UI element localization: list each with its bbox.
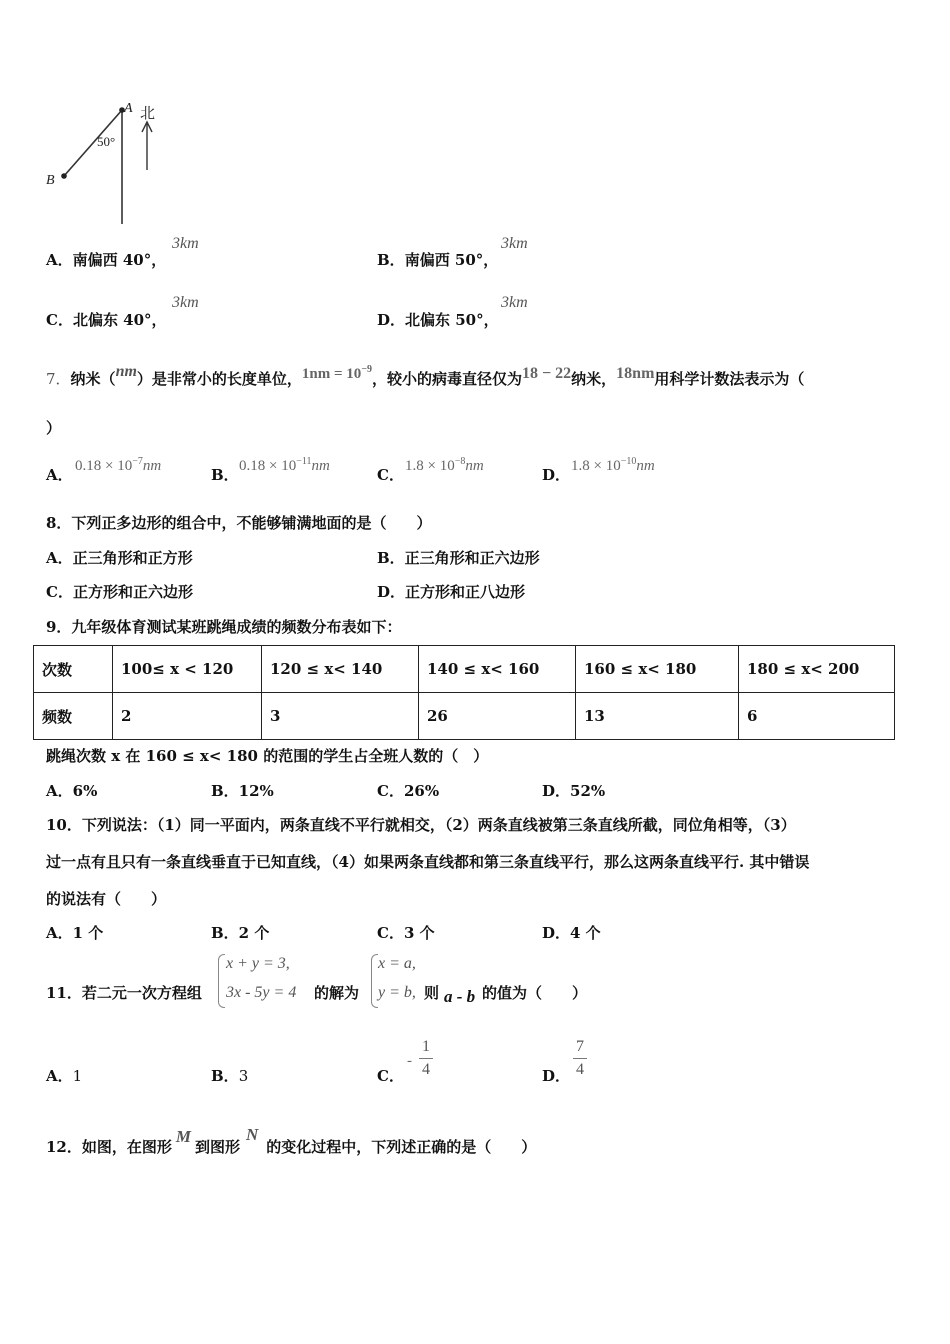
table-row — [34, 693, 895, 740]
q12-text-1: 12．如图，在图形 — [46, 1138, 172, 1156]
fraction-bar — [573, 1058, 587, 1059]
q11-expression: a - b — [444, 987, 476, 1006]
q10-stem-line-3: 的说法有（ ） — [46, 890, 167, 908]
math-unit: nm — [311, 458, 330, 474]
table-cell: 26 — [419, 693, 576, 740]
q6-option-c-math: 3km — [172, 294, 199, 311]
table-cell: 140 ≤ x< 160 — [419, 646, 576, 693]
table-cell: 2 — [113, 693, 262, 740]
option-letter: B． — [211, 466, 239, 484]
q7-text-5: 用科学计数法表示为（ — [654, 370, 805, 388]
q7-option-a-math — [75, 456, 161, 475]
q8-stem: 8．下列正多边形的组合中，不能够铺满地面的是（ ） — [46, 514, 432, 532]
q7-math-3: 18 − 22 — [522, 365, 572, 382]
option-letter: A． — [46, 251, 73, 269]
q10-option-c[interactable]: C．3 个 — [377, 924, 435, 942]
q10-option-a[interactable]: A．1 个 — [46, 924, 104, 942]
option-letter: A． — [46, 466, 73, 484]
question-number: 7． — [46, 370, 71, 388]
option-value: 3 — [238, 1067, 249, 1085]
q10-stem-line-2: 过一点有且只有一条直线垂直于已知直线，（4）如果两条直线都和第三条直线平行，那么这两条直线平行. 其中错误 — [46, 853, 810, 871]
q9-question: 跳绳次数 x 在 160 ≤ x< 180 的范围的学生占全班人数的（ ） — [46, 747, 489, 765]
option-text: 北偏东 50°， — [405, 311, 499, 329]
label-north: 北 — [140, 104, 156, 122]
q7-stem — [46, 363, 805, 389]
math-unit: nm — [142, 458, 162, 474]
option-letter: B． — [377, 251, 405, 269]
equation-1: x + y = 3, — [226, 955, 290, 972]
angle-label: 50° — [97, 134, 116, 149]
math-base: 1.8 × 10 — [405, 458, 455, 474]
direction-diagram — [40, 98, 170, 228]
q6-option-a[interactable] — [46, 249, 166, 270]
q7-text-3: ，较小的病毒直径仅为 — [372, 370, 523, 388]
q7-text-2: ）是非常小的长度单位， — [136, 370, 302, 388]
q9-option-a[interactable]: A．6% — [46, 782, 98, 800]
table-cell: 120 ≤ x< 140 — [262, 646, 419, 693]
q11-option-c[interactable] — [377, 1065, 404, 1086]
q11-option-a[interactable] — [46, 1065, 82, 1086]
q12-text-3: 的变化过程中，下列述正确的是（ ） — [266, 1138, 537, 1156]
q7-math-1: nm — [115, 363, 137, 380]
equation-2: 3x - 5y = 4 — [226, 984, 297, 1001]
q11-option-c-sign: - — [407, 1053, 412, 1069]
solution-2: y = b, — [378, 984, 416, 1001]
option-letter: B． — [211, 1067, 239, 1085]
q6-option-c[interactable] — [46, 309, 167, 330]
q6-option-d[interactable] — [377, 309, 499, 330]
label-a: A — [124, 101, 133, 116]
q7-math-2 — [302, 366, 372, 382]
table-row-header: 频数 — [34, 693, 113, 740]
q11-option-b[interactable] — [211, 1065, 248, 1086]
math-exp: −10 — [620, 456, 637, 467]
q7-option-d-math — [571, 456, 655, 475]
q6-option-d-math: 3km — [501, 294, 528, 311]
math-unit: nm — [465, 458, 484, 474]
table-cell: 3 — [262, 693, 419, 740]
q8-option-c[interactable]: C．正方形和正六边形 — [46, 583, 193, 601]
q7-option-c-math — [405, 456, 484, 475]
math-exp: −8 — [454, 456, 466, 467]
q11-option-c-fraction — [419, 1038, 433, 1079]
q12-text-2: 到图形 — [195, 1138, 241, 1156]
math-base: 0.18 × 10 — [239, 458, 297, 474]
q7-option-c[interactable] — [377, 464, 404, 485]
q11-text-2: 的解为 — [314, 984, 360, 1002]
point-b — [61, 173, 67, 179]
q7-math-2-exp: −9 — [361, 364, 373, 375]
q9-option-d[interactable]: D．52% — [542, 782, 606, 800]
equation-system-brace — [218, 954, 225, 1008]
option-value: 1 — [72, 1067, 83, 1085]
solution-brace — [371, 954, 378, 1008]
option-letter: D． — [377, 311, 406, 329]
q11-text-3: 则 — [424, 984, 440, 1002]
math-base: 0.18 × 10 — [75, 458, 133, 474]
fraction-denominator: 4 — [576, 1061, 584, 1078]
q7-text-1: 纳米（ — [70, 370, 116, 388]
fraction-denominator: 4 — [422, 1061, 430, 1078]
label-b: B — [46, 173, 55, 188]
table-row-header: 次数 — [34, 646, 113, 693]
math-base: 1.8 × 10 — [571, 458, 621, 474]
fraction-numerator: 7 — [576, 1038, 584, 1055]
q6-option-a-math: 3km — [172, 235, 199, 252]
q7-text-4: 纳米， — [571, 370, 617, 388]
q7-math-4: 18nm — [616, 365, 655, 382]
q11-option-d[interactable] — [542, 1065, 570, 1086]
q8-option-d[interactable]: D．正方形和正八边形 — [377, 583, 526, 601]
option-letter: C． — [377, 1067, 404, 1085]
q10-option-b[interactable]: B．2 个 — [211, 924, 270, 942]
q7-stem-end: ） — [46, 419, 62, 437]
q12-math-n: N — [246, 1125, 259, 1144]
q10-stem-line-1: 10．下列说法：（1）同一平面内，两条直线不平行就相交，（2）两条直线被第三条直线所截，同位角相等，（3） — [46, 816, 796, 834]
q7-option-b-math — [239, 456, 330, 475]
fraction-bar — [419, 1058, 433, 1059]
q11-text-4: 的值为（ ） — [482, 984, 588, 1002]
q8-option-b[interactable]: B．正三角形和正六边形 — [377, 549, 540, 567]
table-cell: 13 — [576, 693, 739, 740]
option-text: 南偏西 50°， — [404, 251, 499, 269]
option-letter: C． — [377, 466, 404, 484]
q7-option-a[interactable] — [46, 464, 73, 485]
option-letter: C． — [46, 311, 73, 329]
option-letter: D． — [542, 1067, 571, 1085]
table-row — [34, 646, 895, 693]
table-cell: 6 — [739, 693, 895, 740]
q11-text-1: 11．若二元一次方程组 — [46, 984, 202, 1002]
q12-stem — [46, 1125, 537, 1157]
option-text: 南偏西 40°， — [72, 251, 167, 269]
table-cell: 180 ≤ x< 200 — [739, 646, 895, 693]
solution-1: x = a, — [378, 955, 416, 972]
option-letter: A． — [46, 1067, 73, 1085]
q7-math-2-base: 1nm = 10 — [301, 366, 362, 382]
option-letter: D． — [542, 466, 571, 484]
table-cell: 100≤ x < 120 — [113, 646, 262, 693]
q7-option-b[interactable] — [211, 464, 239, 485]
q6-option-b[interactable] — [377, 249, 498, 270]
frequency-table — [33, 645, 895, 740]
q6-option-b-math: 3km — [501, 235, 528, 252]
math-exp: −7 — [132, 456, 143, 467]
math-exp: −11 — [296, 456, 312, 467]
q12-math-m: M — [175, 1127, 191, 1146]
math-unit: nm — [636, 458, 655, 474]
q8-option-a[interactable]: A．正三角形和正方形 — [46, 549, 193, 567]
q11-option-d-fraction — [573, 1038, 587, 1079]
q9-option-c[interactable]: C．26% — [377, 782, 440, 800]
fraction-numerator: 1 — [422, 1038, 430, 1055]
q9-option-b[interactable]: B．12% — [211, 782, 274, 800]
q9-stem: 9．九年级体育测试某班跳绳成绩的频数分布表如下： — [46, 618, 402, 636]
q10-option-d[interactable]: D．4 个 — [542, 924, 601, 942]
q7-option-d[interactable] — [542, 464, 570, 485]
option-text: 北偏东 40°， — [72, 311, 167, 329]
table-cell: 160 ≤ x< 180 — [576, 646, 739, 693]
